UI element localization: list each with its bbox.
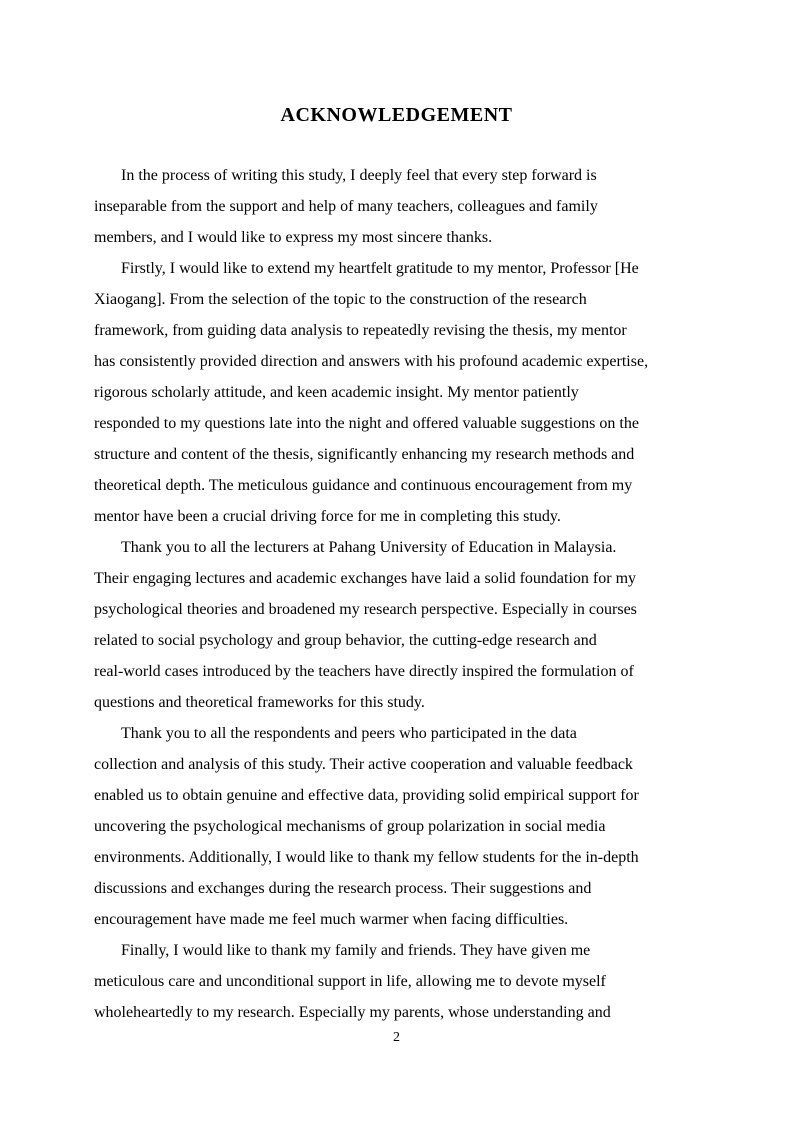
text-line: collection and analysis of this study. Their active cooperation and valuable feedback (94, 756, 633, 773)
text-line: theoretical depth. The meticulous guidance and continuous encouragement from my (94, 477, 633, 494)
page-number: 2 (393, 1030, 400, 1045)
text-line: mentor have been a crucial driving force for me in completing this study. (94, 508, 561, 525)
text-line: environments. Additionally, I would like to thank my fellow students for the in-depth (94, 849, 639, 866)
text-line: framework, from guiding data analysis to repeatedly revising the thesis, my mentor (94, 322, 627, 339)
text-line: Finally, I would like to thank my family and friends. They have given me (121, 942, 591, 959)
text-line: inseparable from the support and help of many teachers, colleagues and family (94, 198, 598, 215)
text-line: related to social psychology and group behavior, the cutting-edge research and (94, 632, 597, 649)
paragraph (94, 160, 734, 253)
text-line: responded to my questions late into the night and offered valuable suggestions on the (94, 415, 639, 432)
text-line: questions and theoretical frameworks for this study. (94, 694, 425, 711)
text-line: Their engaging lectures and academic exchanges have laid a solid foundation for my (94, 570, 637, 587)
text-line: Xiaogang]. From the selection of the topic to the construction of the research (94, 291, 587, 308)
text-line: In the process of writing this study, I deeply feel that every step forward is (121, 167, 597, 184)
text-line: encouragement have made me feel much warmer when facing difficulties. (94, 911, 569, 928)
text-line: real-world cases introduced by the teachers have directly inspired the formulation of (94, 663, 634, 680)
text-line: Firstly, I would like to extend my heartfelt gratitude to my mentor, Professor [He (121, 260, 639, 277)
text-line: enabled us to obtain genuine and effective data, providing solid empirical support for (94, 787, 639, 804)
text-line: uncovering the psychological mechanisms of group polarization in social media (94, 818, 606, 835)
paragraph (94, 718, 734, 935)
text-line: wholeheartedly to my research. Especially my parents, whose understanding and (94, 1004, 611, 1021)
text-line: structure and content of the thesis, significantly enhancing my research methods and (94, 446, 635, 463)
text-line: has consistently provided direction and answers with his profound academic expertise, (94, 353, 649, 370)
paragraph (94, 532, 734, 718)
paragraph (94, 935, 734, 1028)
text-line: Thank you to all the lecturers at Pahang University of Education in Malaysia. (121, 539, 617, 556)
text-line: psychological theories and broadened my research perspective. Especially in courses (94, 601, 637, 618)
text-line: rigorous scholarly attitude, and keen academic insight. My mentor patiently (94, 384, 579, 401)
document-body (94, 160, 734, 1028)
paragraph (94, 253, 734, 532)
text-line: discussions and exchanges during the research process. Their suggestions and (94, 880, 592, 897)
text-line: meticulous care and unconditional support in life, allowing me to devote myself (94, 973, 606, 990)
text-line: Thank you to all the respondents and peers who participated in the data (121, 725, 577, 742)
page-title: ACKNOWLEDGEMENT (280, 104, 513, 126)
text-line: members, and I would like to express my most sincere thanks. (94, 229, 493, 246)
